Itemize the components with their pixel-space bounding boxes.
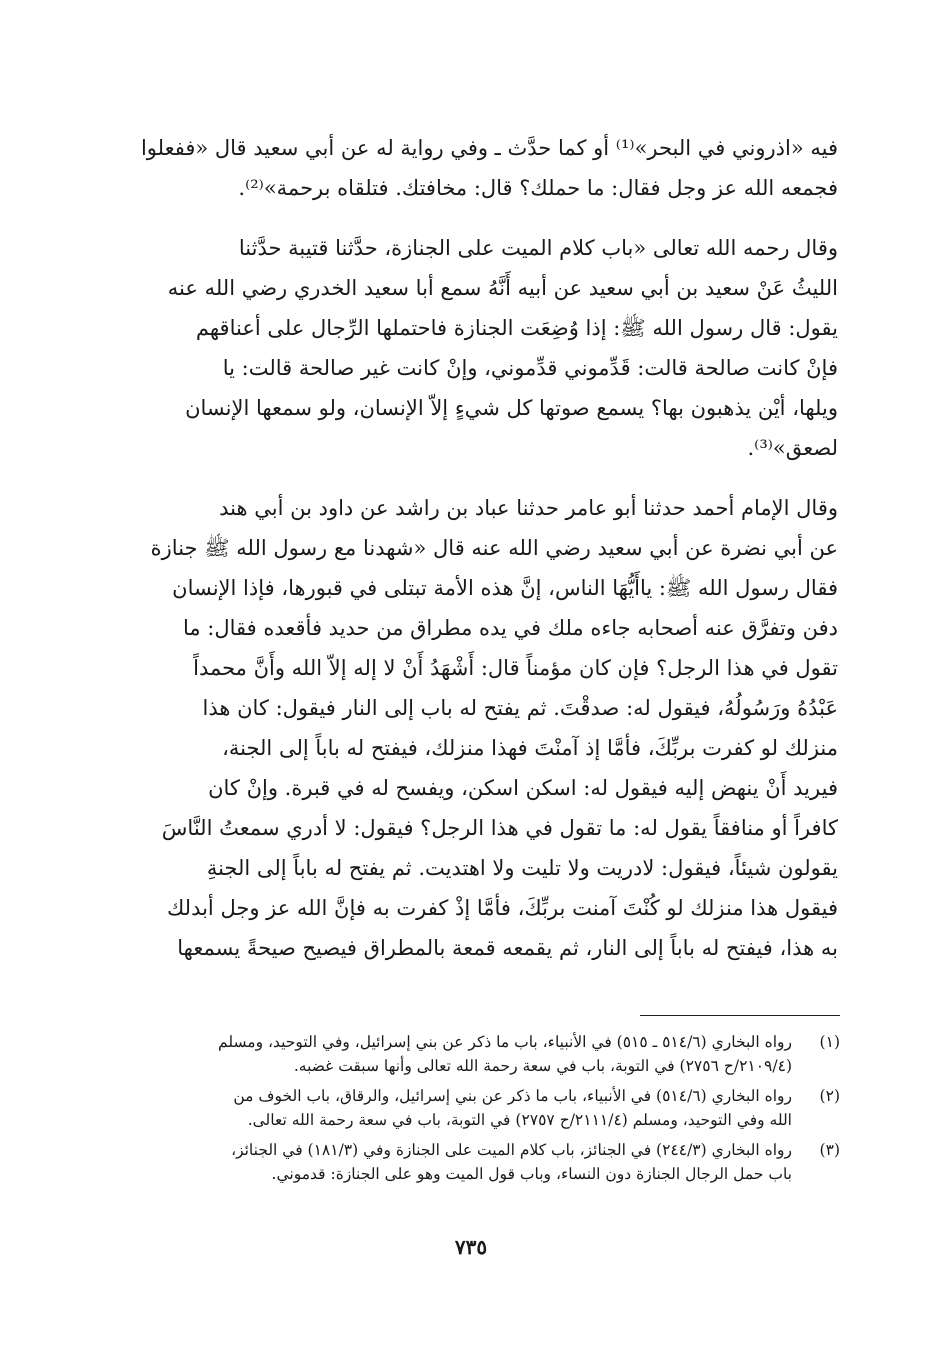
footnote-text <box>118 1030 792 1078</box>
text-line: الليثُ عَنْ سعيد بن أبي سعيد عن أبيه أَنَّهُ سمع أبا سعيد الخدري رضي الله عنه <box>167 276 838 300</box>
footnote-number: (٢) <box>819 1087 840 1105</box>
text-line: يقولون شيئاً، فيقول: لادريت ولا تليت ولا اهتديت. ثم يفتح له باباً إلى الجنةِ <box>206 856 838 880</box>
footnote-line: رواه البخاري (٥١٤/٦) في الأنبياء، باب ما ذكر عن بني إسرائيل، والرقاق، باب الخوف من <box>233 1087 792 1105</box>
text-line: يقول: قال رسول الله ﷺ: إذا وُضِعَت الجنازة فاحتملها الرِّجال على أعناقهم <box>195 316 838 340</box>
text-line: عَبْدُهُ ورَسُولُهُ، فيقول له: صدقْتَ. ثم يفتح له باب إلى النار فيقول: كان هذا <box>202 696 838 720</box>
footnote-line: (٢١٠٩/٤/ح ٢٧٥٦) في التوبة، باب في سعة رحمة الله تعالى وأنها سبقت غضبه. <box>293 1057 792 1075</box>
text-line: دفن وتفرَّق عنه أصحابه جاءه ملك في يده مطراق من حديد فأقعده فقال: ما <box>182 616 838 640</box>
footnote-line: باب حمل الرجال الجنازة دون النساء، وباب قول الميت وهو على الجنازة: قدموني. <box>271 1165 792 1183</box>
paragraph <box>118 228 838 468</box>
text-line: فجمعه الله عز وجل فقال: ما حملك؟ قال: مخافتك. فتلقاه برحمة»⁽²⁾. <box>238 176 838 200</box>
text-line: عن أبي نضرة عن أبي سعيد رضي الله عنه قال «شهدنا مع رسول الله ﷺ جنازة <box>150 536 838 560</box>
text-line: فيقول هذا منزلك لو كُنْتَ آمنت بربِّكَ، فأمَّا إذْ كفرت به فإنَّ الله عز وجل أبدلك <box>166 896 838 920</box>
footnote-number: (١) <box>819 1033 840 1051</box>
footnote-divider <box>640 1015 840 1016</box>
paragraph <box>118 488 838 968</box>
footnote <box>118 1138 840 1186</box>
text-line: فإنْ كانت صالحة قالت: قَدِّموني قدِّموني، وإنْ كانت غير صالحة قالت: يا <box>222 356 838 380</box>
paragraph <box>118 128 838 208</box>
footnote-number: (٣) <box>819 1141 840 1159</box>
main-text <box>118 128 838 968</box>
text-line: وقال الإمام أحمد حدثنا أبو عامر حدثنا عباد بن راشد عن داود بن أبي هند <box>219 496 838 520</box>
text-line: فقال رسول الله ﷺ: ياأَيُّهَا الناس، إنَّ هذه الأمة تبتلى في قبورها، فإذا الإنسان <box>172 576 838 600</box>
text-line: فيريد أَنْ ينهض إليه فيقول له: اسكن اسكن، ويفسح له في قبرة. وإنْ كان <box>208 776 838 800</box>
footnote <box>118 1030 840 1078</box>
footnote-line: الله وفي التوحيد، ومسلم (٢١١١/٤/ح ٢٧٥٧) في التوبة، باب في سعة رحمة الله تعالى. <box>247 1111 792 1129</box>
footnotes <box>118 1030 840 1192</box>
text-line: كافراً أو منافقاً يقول له: ما تقول في هذا الرجل؟ فيقول: لا أدري سمعتُ النَّاسَ <box>161 816 838 840</box>
text-line: به هذا، فيفتح له باباً إلى النار، ثم يقمعه قمعة بالمطراق فيصيح صيحةً يسمعها <box>177 936 838 960</box>
footnote-text <box>118 1138 792 1186</box>
text-line: تقول في هذا الرجل؟ فإن كان مؤمناً قال: أَشْهَدُ أَنْ لا إله إلاّ الله وأَنَّ محمداً <box>193 656 838 680</box>
footnote <box>118 1084 840 1132</box>
footnote-text <box>118 1084 792 1132</box>
text-line: فيه «اذروني في البحر»⁽¹⁾ أو كما حدَّث ـ وفي رواية له عن أبي سعيد قال «ففعلوا <box>140 136 838 160</box>
text-line: منزلك لو كفرت بربِّكَ، فأمَّا إذ آمنْتَ فهذا منزلك، فيفتح له باباً إلى الجنة، <box>222 736 838 760</box>
footnote-line: رواه البخاري (٥١٤/٦ ـ ٥١٥) في الأنبياء، باب ما ذكر عن بني إسرائيل، وفي التوحيد، ومسلم <box>218 1033 792 1051</box>
text-line: ويلها، أيْن يذهبون بها؟ يسمع صوتها كل شيءٍ إلاّ الإنسان، ولو سمعها الإنسان <box>185 396 838 420</box>
footnote-line: رواه البخاري (٢٤٤/٣) في الجنائز، باب كلام الميت على الجنازة وفي (١٨١/٣) في الجنائز، <box>231 1141 792 1159</box>
page-number: ٧٣٥ <box>454 1235 488 1259</box>
text-line: وقال رحمه الله تعالى «باب كلام الميت على الجنازة، حدَّثنا قتيبة حدَّثنا <box>238 236 838 260</box>
text-line: لصعق»⁽³⁾. <box>747 436 838 460</box>
